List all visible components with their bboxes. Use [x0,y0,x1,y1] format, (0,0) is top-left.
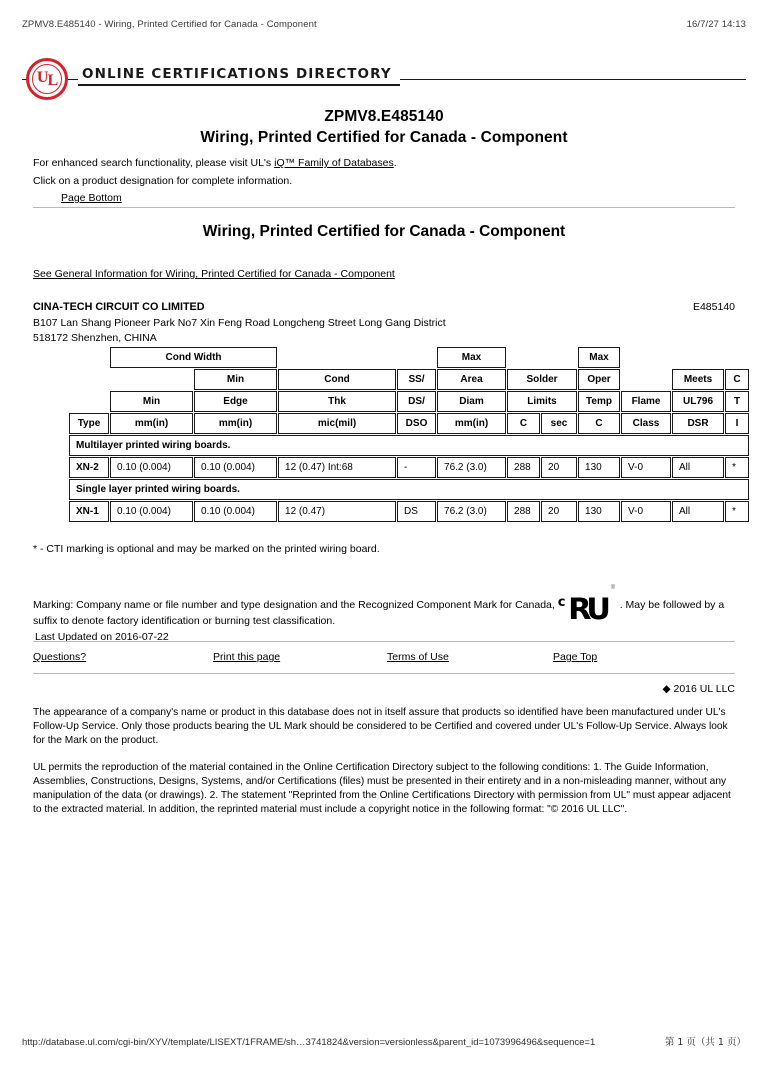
cell-cti: * [725,457,749,478]
table-header-row-1 [69,347,749,368]
legal-block [33,706,735,830]
hdr2-blank-flame [621,369,671,390]
intro-block [33,155,735,208]
last-updated-link[interactable]: Last Updated [35,631,98,643]
footer-link-terms-wrap [387,651,553,663]
print-header [0,19,768,30]
hdr2-blank-type [69,369,109,390]
cell-max-oper-temp: 130 [578,457,620,478]
cell-cti: * [725,501,749,522]
hdr4-class: Class [621,413,671,434]
ul-banner [22,58,746,100]
cell-type[interactable]: XN-2 [69,457,109,478]
cell-cond-width-min: 0.10 (0.004) [110,457,193,478]
cell-max-oper-temp: 130 [578,501,620,522]
footer-link-print-this-page[interactable]: Print this page [213,651,281,663]
hdr4-c: C [507,413,540,434]
hdr3-t: T [725,391,749,412]
hdr2-c: C [725,369,749,390]
cell-min-edge: 0.10 (0.004) [194,457,277,478]
footer-links [33,651,735,663]
cru-mark-ru: RU [567,591,606,626]
hdr4-c2: C [578,413,620,434]
hdr3-limits: Limits [507,391,577,412]
marking-block [33,584,735,646]
page-bottom-link[interactable]: Page Bottom [61,192,122,204]
page-title-line1: ZPMV8.E485140 [324,108,444,125]
intro-line-2: Click on a product designation for complete information. [33,174,293,187]
cell-solder-c: 288 [507,501,540,522]
company-name: CINA-TECH CIRCUIT CO LIMITED [33,301,205,313]
hdr3-min: Min [110,391,193,412]
table-group-header-row [69,479,749,500]
group-label-multilayer: Multilayer printed wiring boards. [69,435,749,456]
divider-footer-bottom [33,673,735,674]
ul-logo-icon [26,58,68,100]
ul-monogram [32,64,62,94]
table-header-row-4 [69,413,749,434]
company-block [33,300,735,347]
specification-table [68,346,750,523]
print-footer-url: http://database.ul.com/cgi-bin/XYV/template/LISEXT/1FRAME/sh…3741824&version=versionless&parent_id=1073996496&sequence=1 [22,1037,596,1048]
hdr4-mmin-3: mm(in) [437,413,506,434]
cell-ss-ds-dso: DS [397,501,436,522]
divider-footer-top [33,641,735,642]
hdr4-sec: sec [541,413,577,434]
table-header-row-3 [69,391,749,412]
cell-type[interactable]: XN-1 [69,501,109,522]
footer-link-terms-of-use[interactable]: Terms of Use [387,651,449,663]
hdr2-solder: Solder [507,369,577,390]
hdr-blank-cond [278,347,396,368]
hdr-blank-ss [397,347,436,368]
cell-solder-c: 288 [507,457,540,478]
hdr2-oper: Oper [578,369,620,390]
cru-mark-registered: ® [610,584,616,591]
iq-family-of-databases-link[interactable]: iQ™ Family of Databases [274,157,394,169]
hdr4-micmil: mic(mil) [278,413,396,434]
hdr4-mmin-2: mm(in) [194,413,277,434]
cru-mark-c: c [557,594,566,610]
footer-link-questions[interactable]: Questions? [33,651,87,663]
general-information-link[interactable]: See General Information for Wiring, Printed Certified for Canada - Component [33,268,395,280]
last-updated-value: on 2016-07-22 [97,631,169,643]
hdr3-thk: Thk [278,391,396,412]
intro-prefix: For enhanced search functionality, please visit UL's [33,157,275,169]
cell-cond-thk: 12 (0.47) Int:68 [278,457,396,478]
hdr2-min: Min [194,369,277,390]
hdr-blank-solder [507,347,577,368]
marking-text-before: Marking: Company name or file number and type designation and the Recognized Component Mark for Canada, [33,599,558,611]
section-title: Wiring, Printed Certified for Canada - Component [202,223,566,240]
cell-max-area-diam: 76.2 (3.0) [437,457,506,478]
hdr4-mmin-1: mm(in) [110,413,193,434]
hdr-blank-flame [621,347,671,368]
cell-flame-class: V-0 [621,457,671,478]
legal-paragraph-2: UL permits the reproduction of the material contained in the Online Certification Directory subject to the following conditions: 1. The Guide Information, Assemblies, Constructions, Designs, Systems, and/or Certifications (files) must be presented in their entirety and in a non-misleading manner, without any manipulation of the data (or drawings). 2. The statement "Reprinted from the Online Certifications Directory with permission from UL" must appear adjacent to the extracted material. In addition, the reprinted material must include a copyright notice in the following format: "© 2016 UL LLC". [33,762,731,815]
footer-link-page-top[interactable]: Page Top [553,651,598,663]
hdr4-dso: DSO [397,413,436,434]
hdr2-area: Area [437,369,506,390]
print-header-timestamp: 16/7/27 14:13 [686,19,746,30]
hdr4-i: I [725,413,749,434]
cell-meets-ul796-dsr: All [672,501,724,522]
hdr3-blank-type [69,391,109,412]
print-footer [22,1034,746,1048]
last-updated-row [33,630,735,646]
hdr-max-area: Max [437,347,506,368]
cru-recognized-component-mark-icon [557,584,620,626]
page-bottom-row [33,190,735,208]
hdr4-type: Type [69,413,109,434]
cell-ss-ds-dso: - [397,457,436,478]
table-row [69,457,749,478]
cell-cond-thk: 12 (0.47) [278,501,396,522]
file-number: E485140 [692,301,735,313]
hdr2-ss: SS/ [397,369,436,390]
group-label-single-layer: Single layer printed wiring boards. [69,479,749,500]
general-info-block [33,268,395,280]
hdr-cond-width: Cond Width [110,347,277,368]
hdr-blank-meets [672,347,749,368]
hdr2-blank-min [110,369,193,390]
intro-line-1 [33,155,735,173]
ul-monogram-u: U [36,69,48,86]
hdr3-flame: Flame [621,391,671,412]
intro-suffix: . [393,157,397,169]
hdr3-edge: Edge [194,391,277,412]
table-footnote: * - CTI marking is optional and may be marked on the printed wiring board. [33,543,380,555]
table-row [69,501,749,522]
company-address-line-1: B107 Lan Shang Pioneer Park No7 Xin Feng Road Longcheng Street Long Gang District [33,316,446,329]
hdr3-ds: DS/ [397,391,436,412]
table-header-row-2 [69,369,749,390]
footer-link-questions-wrap [33,651,213,663]
cell-cond-width-min: 0.10 (0.004) [110,501,193,522]
hdr-blank-type [69,347,109,368]
ul-monogram-l: L [47,72,58,89]
cell-solder-sec: 20 [541,457,577,478]
hdr3-ul796: UL796 [672,391,724,412]
page-title-line2: Wiring, Printed Certified for Canada - Component [200,129,568,146]
cell-max-area-diam: 76.2 (3.0) [437,501,506,522]
cell-solder-sec: 20 [541,501,577,522]
legal-paragraph-1: The appearance of a company's name or product in this database does not in itself assure that products so identified have been manufactured under UL's Follow-Up Service. Only those products bearing the UL Mark should be considered to be Certified and covered under UL's Follow-Up Service. Always look for the Mark on the product. [33,707,728,746]
hdr3-diam: Diam [437,391,506,412]
company-address-line-2: 518172 Shenzhen, CHINA [33,332,157,344]
hdr2-meets: Meets [672,369,724,390]
hdr2-cond: Cond [278,369,396,390]
cell-min-edge: 0.10 (0.004) [194,501,277,522]
print-header-title: ZPMV8.E485140 - Wiring, Printed Certified for Canada - Component [22,19,317,30]
hdr4-dsr: DSR [672,413,724,434]
banner-title: ONLINE CERTIFICATIONS DIRECTORY [78,66,400,86]
marking-text-after: . May be followed by a suffix to denote factory identification or burning test classification. [33,599,725,627]
footer-link-pagetop-wrap [553,651,597,663]
print-footer-page-indicator: 第 1 页（共 1 页） [664,1037,746,1048]
table-group-header-row [69,435,749,456]
footer-link-print-wrap [213,651,387,663]
cell-flame-class: V-0 [621,501,671,522]
cell-meets-ul796-dsr: All [672,457,724,478]
page-title [0,106,768,148]
hdr3-temp: Temp [578,391,620,412]
company-header-row [33,300,735,316]
copyright-notice: ◆ 2016 UL LLC [662,683,735,695]
hdr-max-oper: Max [578,347,620,368]
divider-top [33,207,735,208]
